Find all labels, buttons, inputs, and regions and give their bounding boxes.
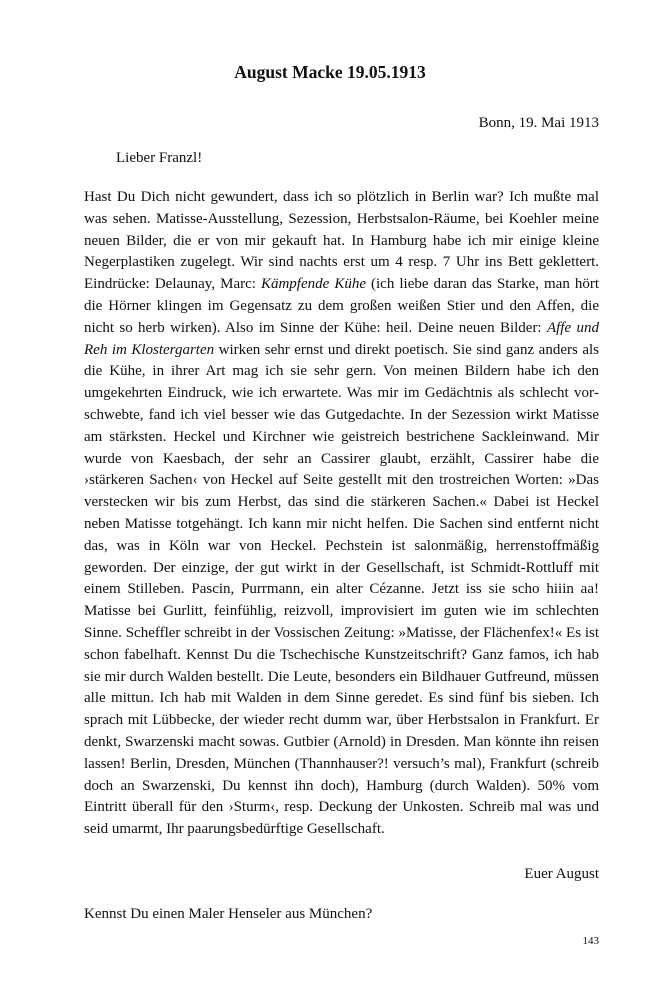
letter-title: August Macke 19.05.1913 [234, 62, 426, 82]
letter-closing: Euer August [524, 866, 599, 882]
letter-body-part-1: Hast Du Dich nicht gewundert, dass ich so plötzlich in Berlin war? Ich mußte mal was sehen. Matisse-Ausstellung, Sezession, Herbstsalon-Räume, bei Koehler meine neuen Bilder, die er von mir gekauft hat. In Hamburg habe ich mir einige kleine Negerplastiken zugelegt. Wir sind nachts erst um 4 resp. 7 Uhr ins Bett geklettert. Eindrücke: Delaunay, Marc: [84, 189, 599, 293]
letter-salutation: Lieber Franzl! [116, 150, 203, 166]
painting-title-kaempfende-kuehe: Kämpfende Kühe [260, 276, 366, 293]
letter-body [84, 187, 599, 841]
page-number: 143 [582, 935, 599, 947]
letter-body-part-2: (ich liebe daran das Starke, man hört die Hörner klingen im Gegensatz zu dem großen weißen Stier und den Affen, die nicht so herb wirken). Also im Sinne der Kühe: heil. Deine neuen Bilder: [84, 276, 600, 336]
letter-body-part-3: wirken sehr ernst und direkt poetisch. Sie sind ganz anders als die Kühe, in ihrer Art mag ich sie sehr gern. Von meinen Bildern habe ich den umgekehrten Eindruck, wie ich erwartete. Was mir im Gedächtnis als schlecht vorschwebte, fand ich viel besser wie das Gutgedachte. In der Sezession wirkt Matisse am stärksten. Heckel und Kirchner wie geistreich bestrichene Sackleinwand. Mir wurde von Kaesbach, der sehr an Cassirer glaubt, erzählt, Cassirer habe die ›stärkeren Sachen‹ von Heckel auf Seite gestellt mit den trostreichen Worten: »Das verstecken wir bis zum Herbst, das sind die stärkeren Sachen.« Dabei ist Heckel neben Matisse totgehängt. Ich kann mir nicht helfen. Die Sachen sind entfernt nicht das, was in Köln war von Heckel. Pechstein ist salonmäßig, herrenstoffmäßig geworden. Der einzige, der gut wirkt in der Gesellschaft, ist Schmidt-Rottluff mit einem Stilleben. Pascin, Purrmann, ein alter Cézanne. Jetzt iss sie scho hiiin aa! Matisse bei Gurlitt, feinfühlig, reizvoll, improvisiert im guten wie im schlechten Sinne. Scheffler schreibt in der Vossischen Zeitung: »Matisse, der Flächenfex!« Es ist schon fabelhaft. Kennst Du die Tschechische Kunstzeitschrift? Ganz famos, ich hab sie mir durch Walden bestellt. Die Leute, besonders ein Bildhauer Gutfreund, müssen alle mittun. Ich hab mit Walden in dem Sinne geredet. Es sind fünf bis sieben. Ich sprach mit Lübbecke, der wieder recht dumm war, über Herbstsalon in Frankfurt. Er denkt, Swarzenski macht sowas. Gutbier (Arnold) in Dresden. Man könnte ihn reisen lassen! Berlin, Dresden, München (Thannhauser?! versuch’s mal), Frankfurt (schreib doch an Swarzenski, Du kennst ihn doch), Hamburg (durch Walden). 50% vom Eintritt überall für den ›Sturm‹, resp. Deckung der Unkosten. Schreib mal was und seid umarmt, Ihr paarungsbedürftige Gesellschaft. [84, 341, 599, 838]
letter-dateline: Bonn, 19. Mai 1913 [478, 115, 599, 131]
letter-postscript: Kennst Du einen Maler Henseler aus München? [84, 906, 373, 922]
painting-title-affe-und-reh: Affe und Reh im Klostergarten [84, 319, 599, 358]
